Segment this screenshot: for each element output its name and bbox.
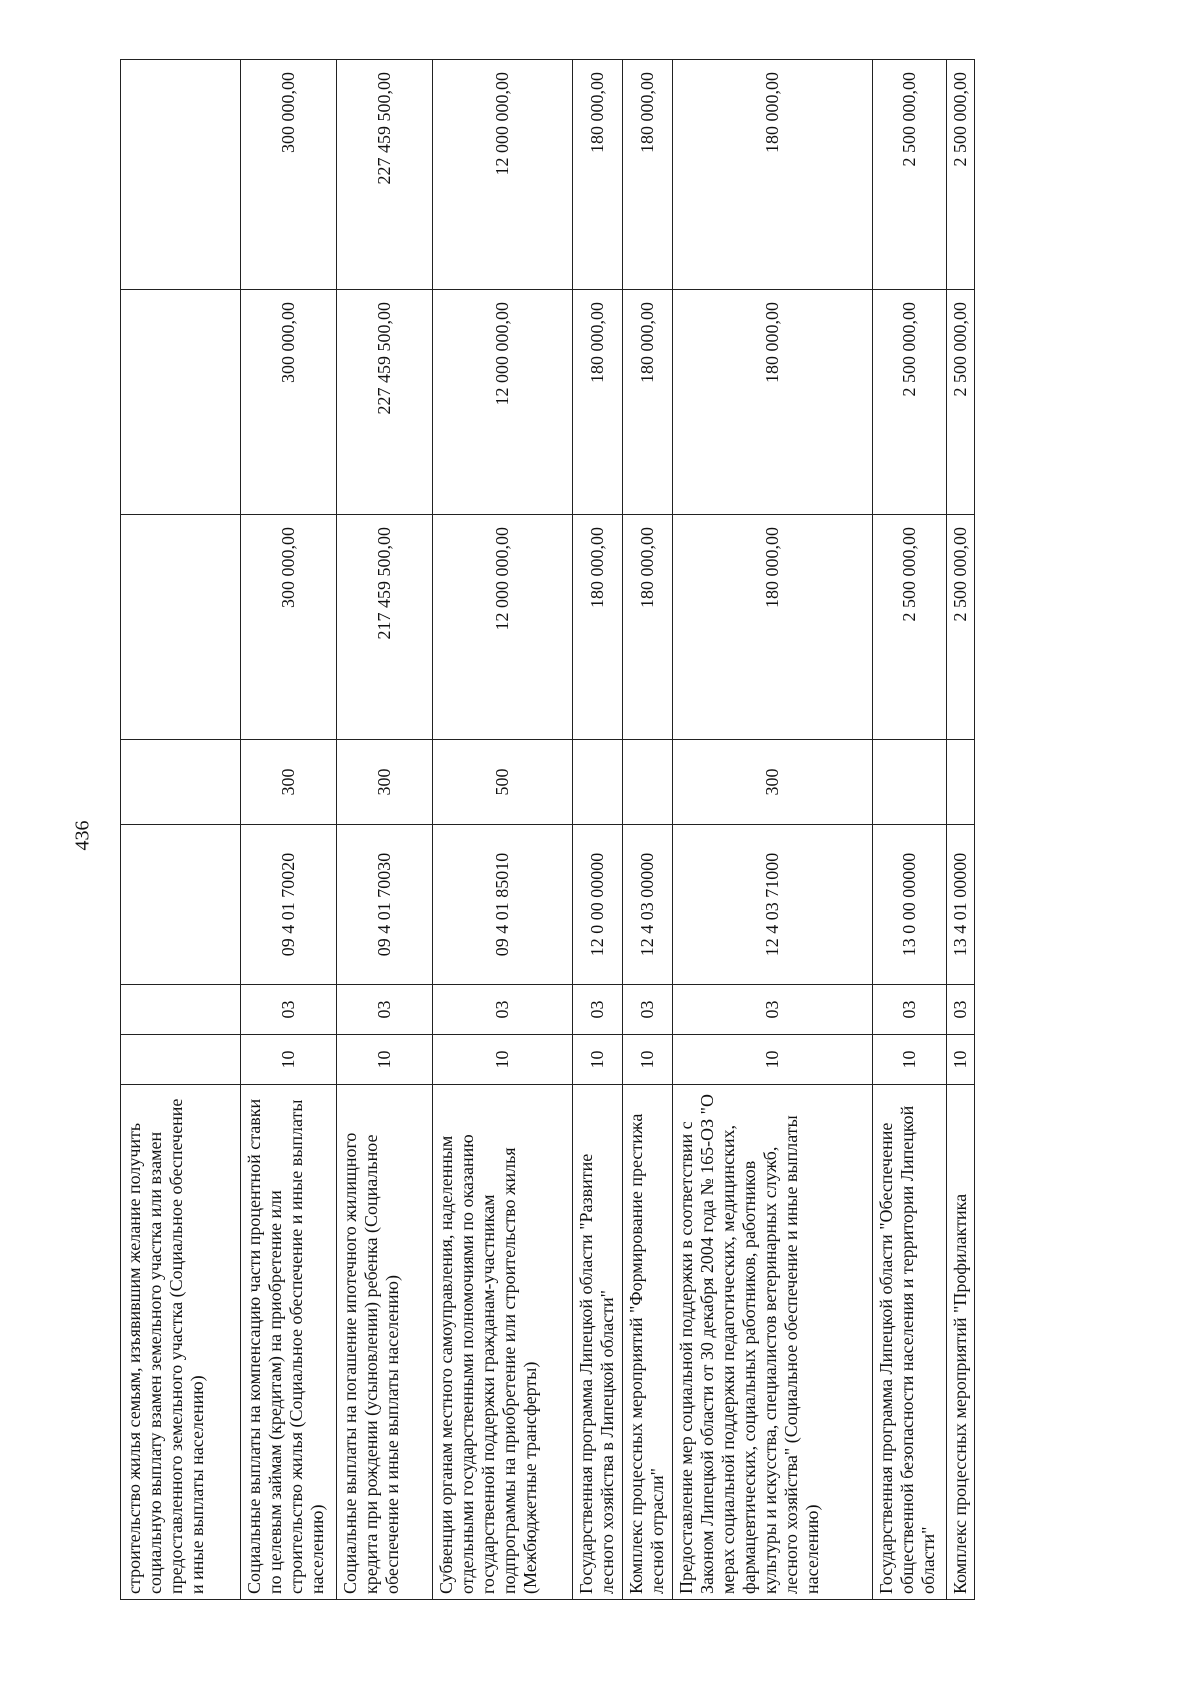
vr-cell xyxy=(873,740,947,825)
vr-cell xyxy=(573,740,623,825)
razdel-cell: 10 xyxy=(947,1035,975,1085)
sum-3-cell: 12 000 000,00 xyxy=(433,60,573,290)
vr-cell: 300 xyxy=(673,740,873,825)
sum-2-cell: 2 500 000,00 xyxy=(947,290,975,515)
sum-2-cell: 227 459 500,00 xyxy=(337,290,433,515)
sum-1-cell xyxy=(121,515,241,740)
sum-1-cell: 180 000,00 xyxy=(573,515,623,740)
budget-table xyxy=(120,59,975,1600)
podrazdel-cell: 03 xyxy=(873,985,947,1035)
table-row xyxy=(433,60,573,1600)
vr-cell xyxy=(947,740,975,825)
podrazdel-cell: 03 xyxy=(623,985,673,1035)
sum-2-cell: 180 000,00 xyxy=(573,290,623,515)
vr-cell: 300 xyxy=(337,740,433,825)
row-name: Государственная программа Липецкой области "Обеспечение общественной безопасности населения и территории Липецкой области" xyxy=(873,1085,947,1600)
csr-cell: 12 4 03 00000 xyxy=(623,825,673,985)
rotated-table-frame xyxy=(120,60,1070,1600)
sum-3-cell: 2 500 000,00 xyxy=(947,60,975,290)
sum-3-cell: 227 459 500,00 xyxy=(337,60,433,290)
table-row xyxy=(673,60,873,1600)
csr-cell: 13 4 01 00000 xyxy=(947,825,975,985)
sum-2-cell: 12 000 000,00 xyxy=(433,290,573,515)
vr-cell: 300 xyxy=(241,740,337,825)
sum-3-cell: 180 000,00 xyxy=(573,60,623,290)
razdel-cell: 10 xyxy=(433,1035,573,1085)
podrazdel-cell: 03 xyxy=(947,985,975,1035)
podrazdel-cell: 03 xyxy=(673,985,873,1035)
sum-1-cell: 180 000,00 xyxy=(623,515,673,740)
table-row xyxy=(873,60,947,1600)
csr-cell: 09 4 01 85010 xyxy=(433,825,573,985)
razdel-cell xyxy=(121,1035,241,1085)
row-name: Государственная программа Липецкой области "Развитие лесного хозяйства в Липецкой области" xyxy=(573,1085,623,1600)
row-name: Комплекс процессных мероприятий "Профилактика xyxy=(947,1085,975,1600)
table-row xyxy=(121,60,241,1600)
table-row xyxy=(337,60,433,1600)
podrazdel-cell xyxy=(121,985,241,1035)
vr-cell: 500 xyxy=(433,740,573,825)
table-row xyxy=(623,60,673,1600)
sum-1-cell: 2 500 000,00 xyxy=(947,515,975,740)
sum-1-cell: 300 000,00 xyxy=(241,515,337,740)
sum-1-cell: 12 000 000,00 xyxy=(433,515,573,740)
page-number: 436 xyxy=(71,820,94,851)
budget-table-container xyxy=(120,60,1070,1600)
csr-cell: 12 0 00 00000 xyxy=(573,825,623,985)
podrazdel-cell: 03 xyxy=(241,985,337,1035)
sum-2-cell: 2 500 000,00 xyxy=(873,290,947,515)
razdel-cell: 10 xyxy=(241,1035,337,1085)
row-name: Социальные выплаты на погашение ипотечного жилищного кредита при рождении (усыновлении) ребенка (Социальное обеспечение и иные выплаты населению) xyxy=(337,1085,433,1600)
sum-2-cell: 180 000,00 xyxy=(673,290,873,515)
csr-cell: 13 0 00 00000 xyxy=(873,825,947,985)
razdel-cell: 10 xyxy=(673,1035,873,1085)
sum-1-cell: 180 000,00 xyxy=(673,515,873,740)
row-name: Социальные выплаты на компенсацию части процентной ставки по целевым займам (кредитам) на приобретение или строительство жилья (Социальное обеспечение и иные выплаты населению) xyxy=(241,1085,337,1600)
csr-cell xyxy=(121,825,241,985)
razdel-cell: 10 xyxy=(573,1035,623,1085)
sum-3-cell: 180 000,00 xyxy=(623,60,673,290)
csr-cell: 09 4 01 70030 xyxy=(337,825,433,985)
row-name: Предоставление мер социальной поддержки в соответствии с Законом Липецкой области от 30 декабря 2004 года № 165-ОЗ "О мерах социальной поддержки педагогических, медицинских, фармацевтических, социальных работников, работников культуры и искусства, специалистов ветеринарных служб, лесного хозяйства" (Социальное обеспечение и иные выплаты населению) xyxy=(673,1085,873,1600)
csr-cell: 12 4 03 71000 xyxy=(673,825,873,985)
sum-2-cell xyxy=(121,290,241,515)
row-name: Субвенции органам местного самоуправления, наделенным отдельными государственными полномочиями по оказанию государственной поддержки гражданам-участникам подпрограммы на приобретение или строительство жилья (Межбюджетные трансферты) xyxy=(433,1085,573,1600)
sum-3-cell: 300 000,00 xyxy=(241,60,337,290)
sum-2-cell: 300 000,00 xyxy=(241,290,337,515)
table-row xyxy=(947,60,975,1600)
podrazdel-cell: 03 xyxy=(433,985,573,1035)
razdel-cell: 10 xyxy=(337,1035,433,1085)
table-row xyxy=(241,60,337,1600)
sum-3-cell: 2 500 000,00 xyxy=(873,60,947,290)
csr-cell: 09 4 01 70020 xyxy=(241,825,337,985)
vr-cell xyxy=(121,740,241,825)
sum-1-cell: 2 500 000,00 xyxy=(873,515,947,740)
razdel-cell: 10 xyxy=(873,1035,947,1085)
podrazdel-cell: 03 xyxy=(337,985,433,1035)
razdel-cell: 10 xyxy=(623,1035,673,1085)
sum-1-cell: 217 459 500,00 xyxy=(337,515,433,740)
sum-2-cell: 180 000,00 xyxy=(623,290,673,515)
sum-3-cell: 180 000,00 xyxy=(673,60,873,290)
podrazdel-cell: 03 xyxy=(573,985,623,1035)
vr-cell xyxy=(623,740,673,825)
table-row xyxy=(573,60,623,1600)
row-name: Комплекс процессных мероприятий "Формирование престижа лесной отрасли" xyxy=(623,1085,673,1600)
row-name: строительство жилья семьям, изъявившим желание получить социальную выплату взамен земельного участка или взамен предоставленного земельного участка (Социальное обеспечение и иные выплаты населению) xyxy=(121,1085,241,1600)
sum-3-cell xyxy=(121,60,241,290)
